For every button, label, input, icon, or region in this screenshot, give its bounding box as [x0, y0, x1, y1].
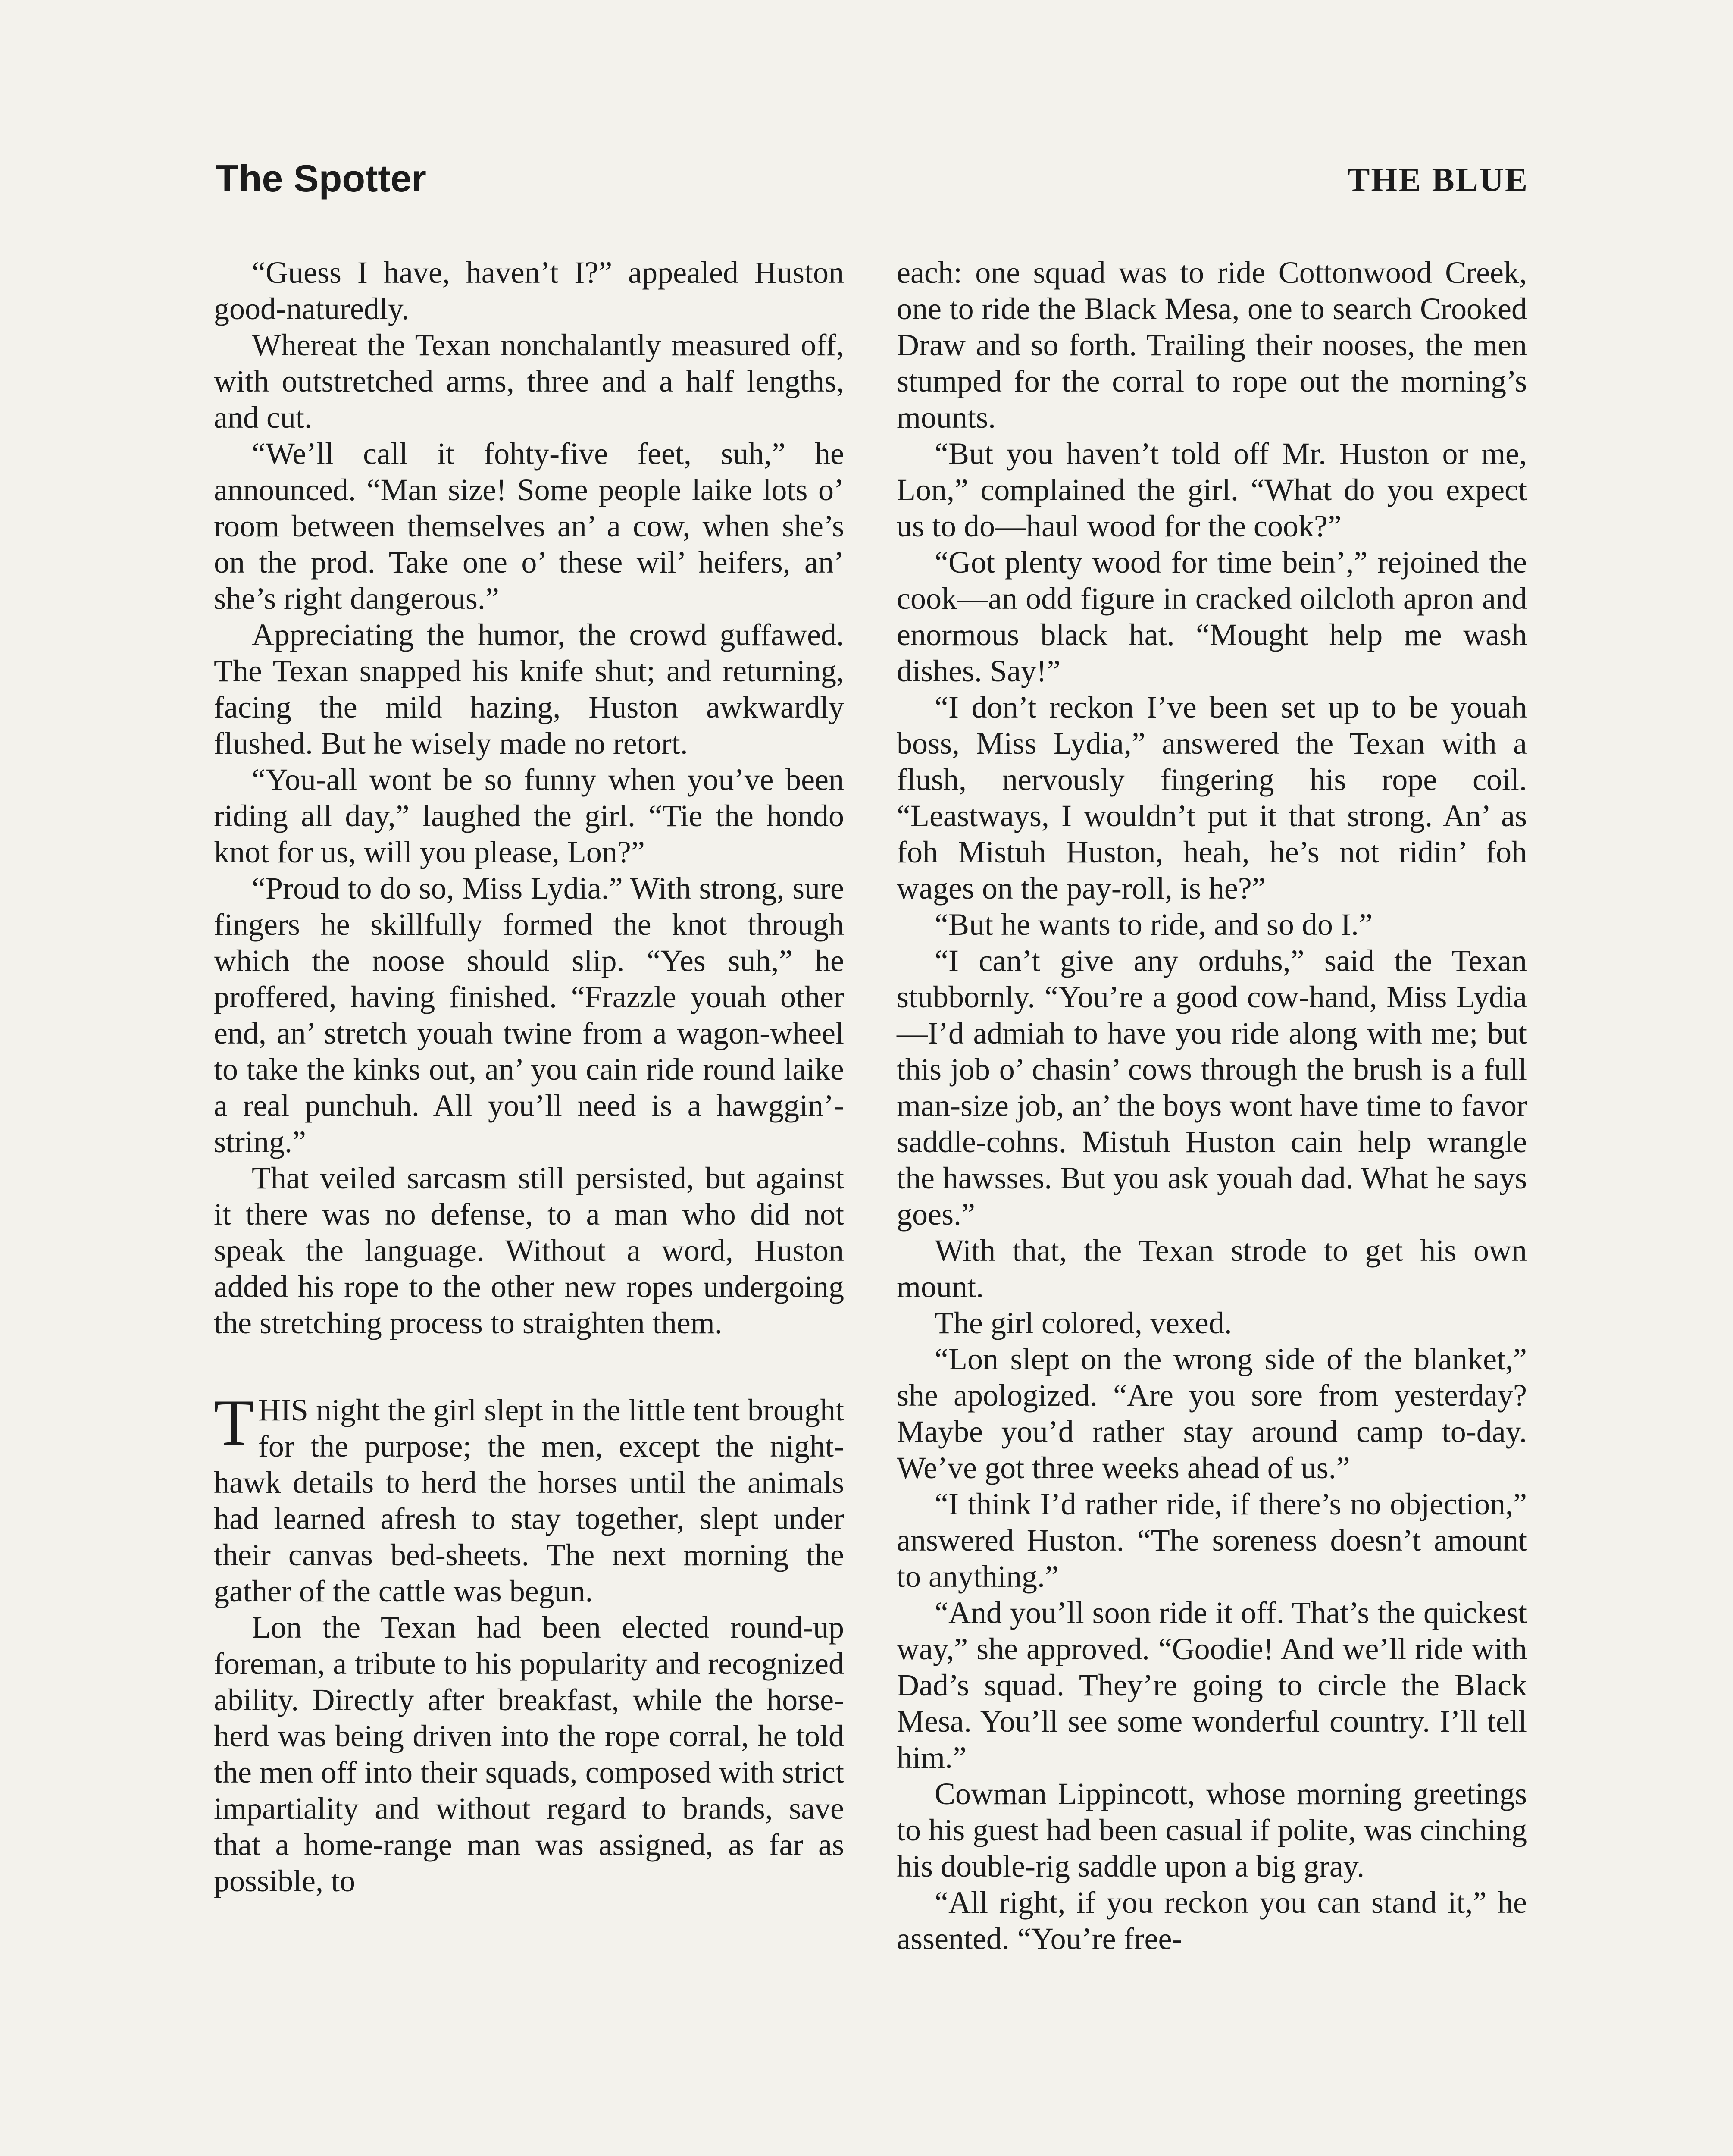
running-header-title: The Spotter: [216, 157, 426, 200]
paragraph: “Got plenty wood for time bein’,” rejoined the cook—an odd figure in cracked oilcloth apron and enormous black hat. “Mought help me wash dishes. Say!”: [897, 545, 1527, 688]
paragraph: “I don’t reckon I’ve been set up to be youah boss, Miss Lydia,” answered the Texan with a flush, nervously fingering his rope coil. “Leastways, I wouldn’t put it that strong. An’ as foh Mistuh Huston, heah, he’s not ridin’ foh wages on the pay-roll, is he?”: [897, 690, 1527, 906]
paragraph: “I can’t give any orduhs,” said the Texan stubbornly. “You’re a good cow-hand, Miss Lydia—I’d admiah to have you ride along with me; but this job o’ chasin’ cows through the brush is a full man-size job, an’ the boys wont have time to favor saddle-cohns. Mistuh Huston cain help wrangle the hawsses. But you ask youah dad. What he says goes.”: [897, 943, 1527, 1232]
paragraph: With that, the Texan strode to get his own mount.: [897, 1233, 1527, 1304]
running-header-magazine: THE BLUE: [1347, 161, 1529, 198]
paragraph: Lon the Texan had been elected round-up foreman, a tribute to his popularity and recognized ability. Directly after breakfast, while the horse-herd was being driven into the rope corral, he told the men off into their squads, composed with strict impartiality and without regard to brands, save that a home-range man was assigned, as far as possible, to: [214, 1610, 844, 1898]
paragraph: The girl colored, vexed.: [935, 1306, 1232, 1340]
paragraph: “All right, if you reckon you can stand it,” he assented. “You’re free-: [897, 1885, 1527, 1956]
paragraph: Whereat the Texan nonchalantly measured off, with outstretched arms, three and a half lengths, and cut.: [214, 328, 844, 435]
paragraph: “I think I’d rather ride, if there’s no objection,” answered Huston. “The soreness doesn’t amount to anything.”: [897, 1487, 1527, 1594]
paragraph: “You-all wont be so funny when you’ve been riding all day,” laughed the girl. “Tie the hondo knot for us, will you please, Lon?”: [214, 762, 844, 869]
dropcap-paragraph-text: HIS night the girl slept in the little tent brought for the purpose; the men, except the night-hawk details to herd the horses until the animals had learned afresh to stay together, slept under their canvas bed-sheets. The next morning the gather of the cattle was begun.: [214, 1393, 844, 1608]
paragraph: “But you haven’t told off Mr. Huston or me, Lon,” complained the girl. “What do you expect us to do—haul wood for the cook?”: [897, 436, 1527, 543]
section-break: [214, 1341, 844, 1392]
paragraph: “Guess I have, haven’t I?” appealed Huston good-naturedly.: [214, 255, 844, 326]
paragraph: “We’ll call it fohty-five feet, suh,” he announced. “Man size! Some people laike lots o’ room between themselves an’ a cow, when she’s on the prod. Take one o’ these wil’ heifers, an’ she’s right dangerous.”: [214, 436, 844, 616]
paragraph: Cowman Lippincott, whose morning greetings to his guest had been casual if polite, was cinching his double-rig saddle upon a big gray.: [897, 1777, 1527, 1883]
left-column: [214, 254, 844, 1899]
dropcap-paragraph: [214, 1386, 844, 1609]
right-column: [897, 254, 1527, 1957]
paragraph: That veiled sarcasm still persisted, but against it there was no defense, to a man who did not speak the language. Without a word, Huston added his rope to the other new ropes undergoing the stretching process to straighten them.: [214, 1161, 844, 1340]
paragraph: “Lon slept on the wrong side of the blanket,” she apologized. “Are you sore from yesterday? Maybe you’d rather stay around camp to-day. We’ve got three weeks ahead of us.”: [897, 1342, 1527, 1485]
continued-paragraph: each: one squad was to ride Cottonwood Creek, one to ride the Black Mesa, one to search Crooked Draw and so forth. Trailing their nooses, the men stumped for the corral to rope out the morning’s mounts.: [897, 255, 1527, 435]
paragraph: “And you’ll soon ride it off. That’s the quickest way,” she approved. “Goodie! And we’ll ride with Dad’s squad. They’re going to circle the Black Mesa. You’ll see some wonderful country. I’ll tell him.”: [897, 1595, 1527, 1775]
paragraph: “But he wants to ride, and so do I.”: [935, 907, 1373, 942]
drop-cap-letter: T: [214, 1386, 254, 1459]
paragraph: “Proud to do so, Miss Lydia.” With strong, sure fingers he skillfully formed the knot through which the noose should slip. “Yes suh,” he proffered, having finished. “Frazzle youah other end, an’ stretch youah twine from a wagon-wheel to take the kinks out, an’ you cain ride round laike a real punchuh. All you’ll need is a hawggin’-string.”: [214, 871, 844, 1159]
paragraph: Appreciating the humor, the crowd guffawed. The Texan snapped his knife shut; and returning, facing the mild hazing, Huston awkwardly flushed. But he wisely made no retort.: [214, 617, 844, 761]
